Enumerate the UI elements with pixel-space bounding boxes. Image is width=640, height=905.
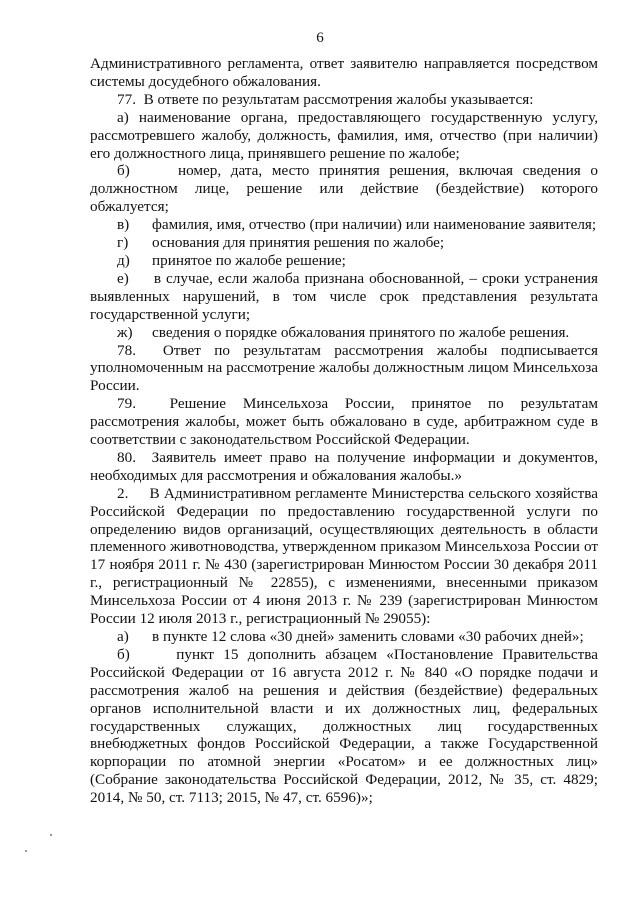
list-item-text: принятое по жалобе решение;: [152, 251, 346, 269]
list-item-label: г): [117, 234, 129, 252]
list-item-label: ж): [117, 323, 133, 341]
body-text: [90, 55, 598, 807]
list-item-d: [90, 252, 598, 270]
list-item-b: б) номер, дата, место принятия решения, включая сведения о должностном лице, решение или действие (бездействие) которого обжалуется;: [90, 162, 598, 216]
list-item-e: е) в случае, если жалоба признана обоснованной, – сроки устранения выявленных нарушений, в том числе срок представления результата государственной услуги;: [90, 269, 598, 323]
list-item-zh: [90, 324, 598, 342]
paragraph-80: 80. Заявитель имеет право на получение информации и документов, необходимых для рассмотрения и обжалования жалобы.»: [90, 448, 598, 484]
list-item-text: сведения о порядке обжалования принятого по жалобе решения.: [152, 323, 570, 341]
list-item-text: фамилия, имя, отчество (при наличии) или наименование заявителя;: [152, 216, 597, 234]
paragraph-79: 79. Решение Минсельхоза России, принятое по результатам рассмотрения жалобы, может быть обжаловано в суде, арбитражном суде в соответствии с законодательством Российской Федерации.: [90, 395, 598, 449]
amendment-item-a: [90, 628, 598, 646]
scan-artifact: [50, 834, 52, 836]
scan-artifact: [25, 850, 27, 852]
amendment-2: 2. В Административном регламенте Министерства сельского хозяйства Российской Федерации по предоставлению государственной услуги по определению видов организаций, осуществляющих деятельность в области племенного животноводства, утвержденном приказом Минсельхоза России от 17 ноября 2011 г. № 430 (зарегистрирован Минюстом России 30 декабря 2011 г., регистрационный № 22855), с изменениями, внесенными приказом Минсельхоза России от 4 июня 2013 г. № 239 (зарегистрирован Минюстом России 12 июля 2013 г., регистрационный № 29055):: [90, 484, 598, 628]
list-item-a: а) наименование органа, предоставляющего государственную услугу, рассмотревшего жалобу, должность, фамилия, имя, отчество (при наличии) его должностного лица, принявшего решение по жалобе;: [90, 108, 598, 162]
list-item-label: д): [117, 251, 130, 269]
paragraph-continuation: Административного регламента, ответ заявителю направляется посредством системы досудебного обжалования.: [90, 55, 598, 90]
paragraph-77: 77. В ответе по результатам рассмотрения жалобы указывается:: [117, 90, 534, 108]
list-item-text: в пункте 12 слова «30 дней» заменить словами «30 рабочих дней»;: [152, 628, 584, 645]
list-item-label: а): [117, 628, 129, 645]
amendment-item-b: б) пункт 15 дополнить абзацем «Постановление Правительства Российской Федерации от 16 августа 2012 г. № 840 «О порядке подачи и рассмотрения жалоб на решения и действия (бездействие) федеральных органов исполнительной власти и их должностных лиц, федеральных государственных служащих, должностных лиц государственных внебюджетных фондов Российской Федерации, а также Государственной корпорации по атомной энергии «Росатом» и ее должностных лиц» (Собрание законодательства Российской Федерации, 2012, № 35, ст. 4829; 2014, № 50, ст. 7113; 2015, № 47, ст. 6596)»;: [90, 645, 598, 807]
page-number: 6: [316, 30, 324, 46]
paragraph-78: 78. Ответ по результатам рассмотрения жалобы подписывается уполномоченным на рассмотрение жалобы должностным лицом Минсельхоза России.: [90, 341, 598, 395]
list-item-v: [90, 216, 598, 234]
list-item-g: [90, 234, 598, 252]
list-item-label: в): [117, 216, 130, 234]
list-item-text: основания для принятия решения по жалобе;: [152, 234, 445, 252]
